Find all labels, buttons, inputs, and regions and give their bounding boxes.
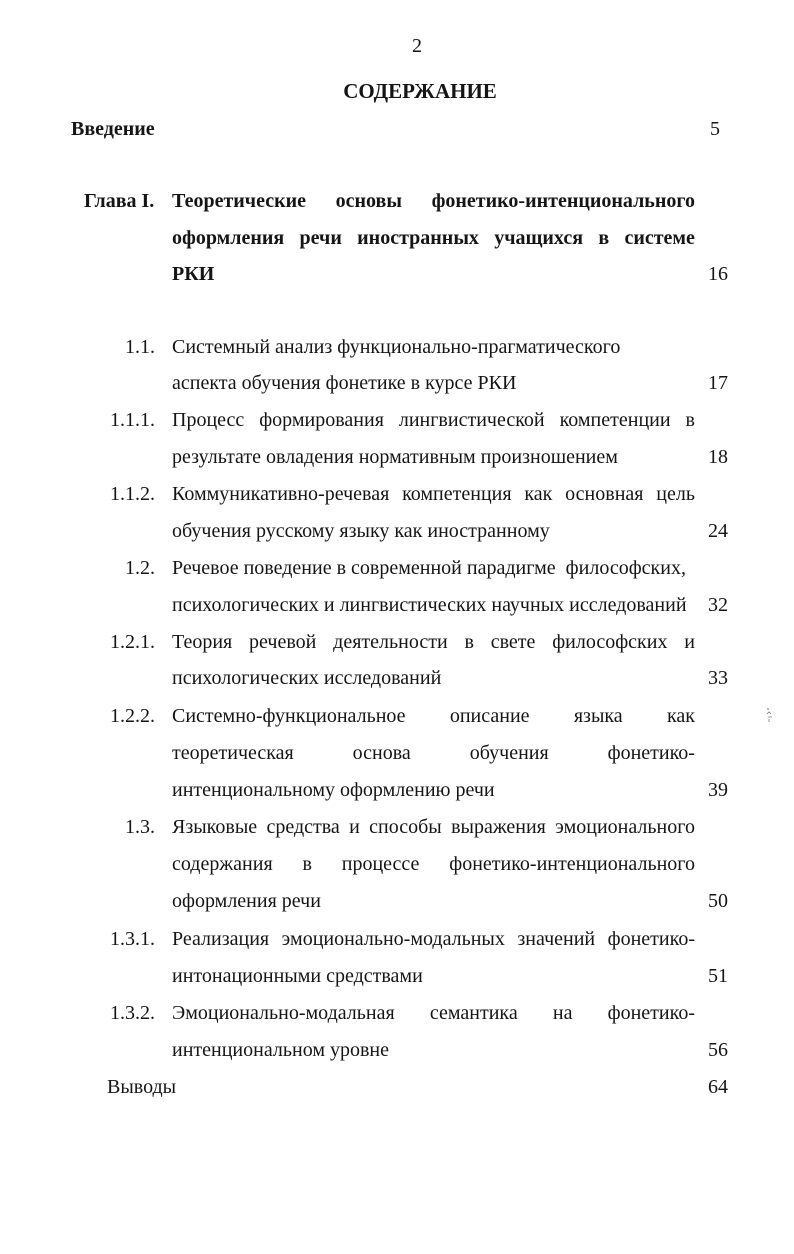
- toc-conclusions-page: 64: [708, 1076, 728, 1098]
- toc-section-title-line-2: интонационными средствами: [172, 965, 423, 987]
- toc-section-title-line-1: [172, 1001, 695, 1025]
- word: обучения: [469, 742, 549, 764]
- toc-section-title-line-1: [172, 408, 695, 432]
- word: Коммуникативно-речевая: [172, 483, 390, 505]
- toc-section-title-line-2: обучения русскому языку как иностранному: [172, 520, 550, 542]
- word: эмоционального: [555, 816, 695, 838]
- toc-section-page: 39: [708, 779, 728, 801]
- word: выражения: [451, 816, 546, 838]
- toc-intro-label: Введение: [71, 118, 155, 140]
- word: деятельности: [333, 631, 448, 653]
- word: в: [302, 853, 312, 875]
- toc-section-page: 18: [708, 446, 728, 468]
- word: в: [464, 631, 474, 653]
- word: Процесс: [172, 409, 245, 431]
- word: иностранных: [357, 227, 479, 249]
- toc-section-page: 56: [708, 1039, 728, 1061]
- toc-section-title-line-1: Речевое поведение в современной парадигме философских,: [172, 557, 686, 579]
- word: как: [666, 705, 695, 727]
- toc-section-number: 1.3.: [125, 816, 155, 838]
- toc-section-title-line-1: [172, 630, 695, 654]
- page-number: 2: [412, 35, 422, 57]
- word: основная: [565, 483, 644, 505]
- toc-section-number: 1.2.1.: [110, 631, 155, 653]
- word: философских: [552, 631, 668, 653]
- toc-chapter-title-line-1: [172, 189, 695, 213]
- word: способы: [369, 816, 442, 838]
- toc-section-number: 1.3.2.: [110, 1002, 155, 1024]
- word: и: [684, 631, 695, 653]
- word: свете: [490, 631, 536, 653]
- word: фонетико-интенционального: [449, 853, 695, 875]
- word: языка: [573, 705, 623, 727]
- toc-section-title-line-1: Системный анализ функционально-прагматического: [172, 336, 621, 358]
- word: семантика: [429, 1002, 518, 1024]
- toc-section-title-line-2: психологических и лингвистических научных исследований: [172, 594, 687, 616]
- toc-chapter-label: Глава I.: [84, 190, 155, 212]
- toc-conclusions-label: Выводы: [107, 1076, 177, 1098]
- word: цель: [656, 483, 695, 505]
- word: формирования: [259, 409, 384, 431]
- word: лингвистической: [398, 409, 545, 431]
- toc-section-page: 24: [708, 520, 728, 542]
- word: процессе: [341, 853, 420, 875]
- word: как: [524, 483, 553, 505]
- word: в: [598, 227, 610, 249]
- toc-section-title-line-1: [172, 482, 695, 506]
- word: системе: [624, 227, 695, 249]
- toc-section-title-line-2: интенциональном уровне: [172, 1039, 389, 1061]
- toc-section-title-line-1: [172, 815, 695, 839]
- toc-section-title-line-1: [172, 704, 695, 728]
- word: основа: [352, 742, 411, 764]
- word: содержания: [172, 853, 273, 875]
- word: Системно-функциональное: [172, 705, 406, 727]
- toc-section-title-line-3: интенциональному оформлению речи: [172, 779, 495, 801]
- word: описание: [449, 705, 530, 727]
- word: средства: [266, 816, 340, 838]
- toc-section-page: 33: [708, 667, 728, 689]
- word: компетенция: [402, 483, 512, 505]
- toc-section-title-line-2: [172, 852, 695, 876]
- word: Эмоционально-модальная: [172, 1002, 395, 1024]
- word: фонетико-интенционального: [431, 190, 695, 212]
- word: Реализация: [172, 928, 270, 950]
- word: речевой: [249, 631, 317, 653]
- word: теоретическая: [172, 742, 294, 764]
- word: значений: [517, 928, 596, 950]
- word: Теоретические: [172, 190, 307, 212]
- toc-section-title-line-1: [172, 927, 695, 951]
- page-title: СОДЕРЖАНИЕ: [343, 79, 497, 103]
- word: речи: [299, 227, 342, 249]
- word: и: [349, 816, 360, 838]
- word: компетенции: [559, 409, 671, 431]
- toc-intro-page: 5: [710, 118, 720, 140]
- word: на: [552, 1002, 573, 1024]
- toc-section-number: 1.2.2.: [110, 705, 155, 727]
- toc-section-page: 17: [708, 372, 728, 394]
- toc-chapter-page: 16: [708, 263, 728, 285]
- word: Теория: [172, 631, 233, 653]
- toc-section-number: 1.2.: [125, 557, 155, 579]
- toc-section-number: 1.1.: [125, 336, 155, 358]
- word: в: [685, 409, 695, 431]
- toc-section-title-line-2: психологических исследований: [172, 667, 442, 689]
- word: фонетико-: [607, 928, 695, 950]
- toc-section-title-line-2: результате овладения нормативным произношением: [172, 446, 618, 468]
- word: основы: [335, 190, 402, 212]
- word: оформления: [172, 227, 285, 249]
- toc-section-title-line-2: [172, 741, 695, 765]
- toc-section-number: 1.3.1.: [110, 928, 155, 950]
- toc-section-page: 32: [708, 594, 728, 616]
- toc-section-number: 1.1.1.: [110, 409, 155, 431]
- toc-section-page: 50: [708, 890, 728, 912]
- toc-section-title-line-2: аспекта обучения фонетике в курсе РКИ: [172, 372, 517, 394]
- toc-chapter-title-line-3: РКИ: [172, 263, 215, 285]
- toc-section-number: 1.1.2.: [110, 483, 155, 505]
- word: учащихся: [494, 227, 584, 249]
- word: фонетико-: [607, 1002, 695, 1024]
- toc-section-page: 51: [708, 965, 728, 987]
- toc-chapter-title-line-2: [172, 226, 695, 250]
- word: Языковые: [172, 816, 258, 838]
- word: фонетико-: [607, 742, 695, 764]
- toc-section-title-line-3: оформления речи: [172, 890, 321, 912]
- scan-artifact: [766, 706, 774, 724]
- word: эмоционально-модальных: [281, 928, 505, 950]
